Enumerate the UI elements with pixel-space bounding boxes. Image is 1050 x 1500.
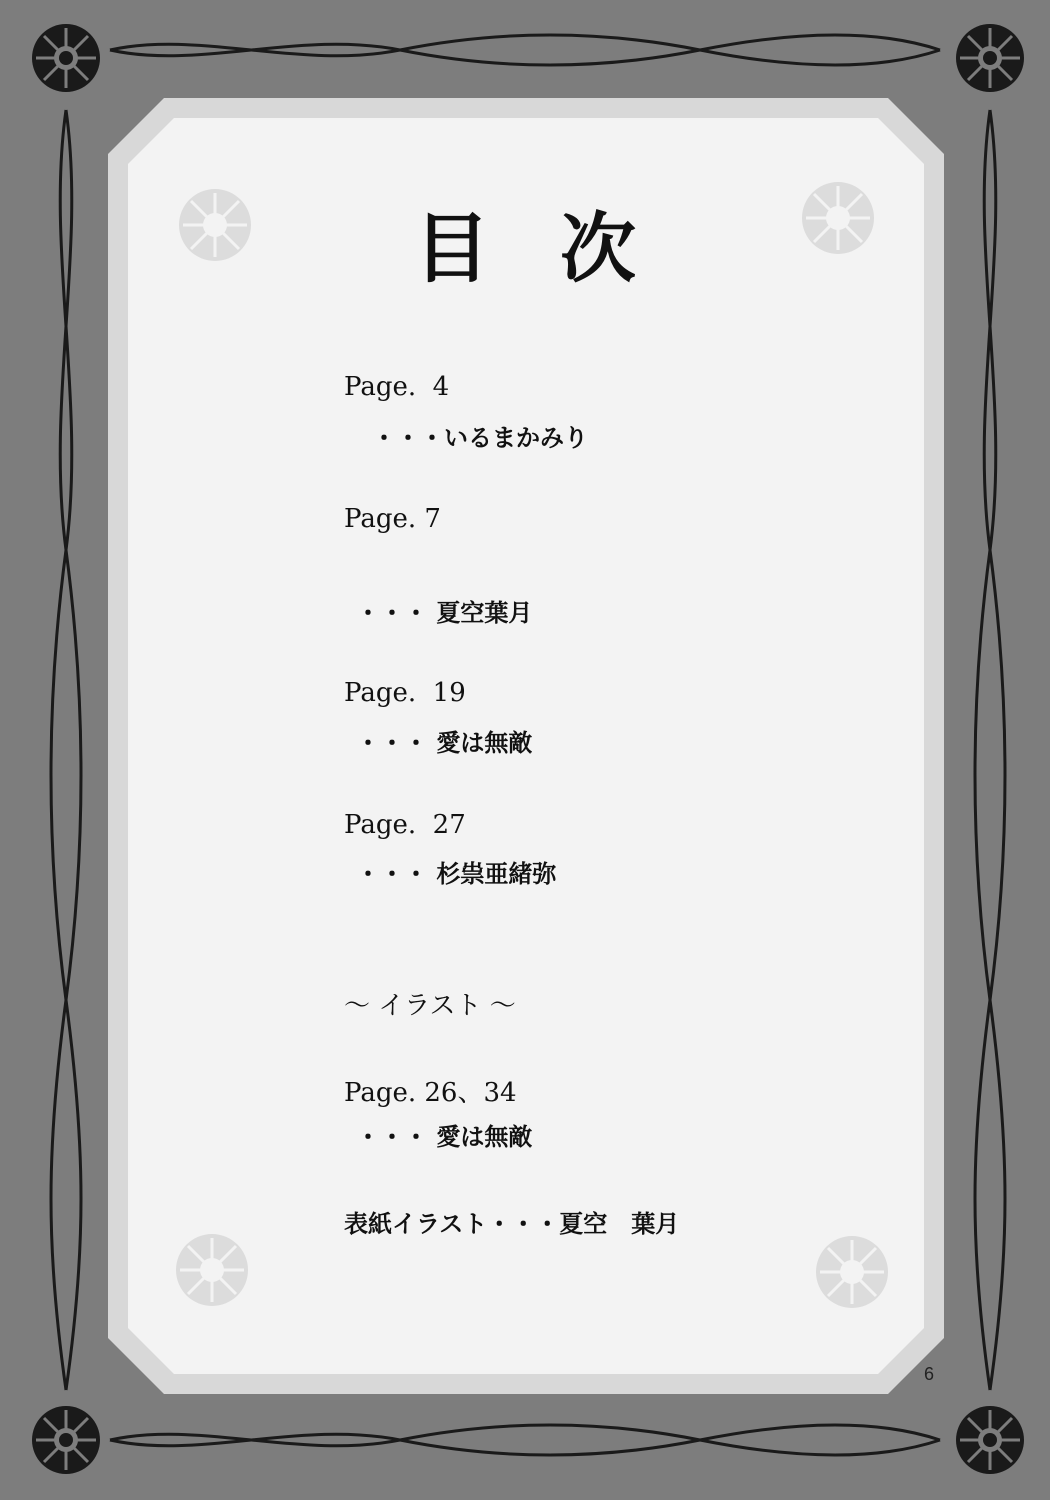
toc-entry-author: ・・・ 愛は無敵 bbox=[356, 1123, 533, 1151]
toc-entry-author: ・・・いるまかみり bbox=[372, 424, 588, 452]
toc-entry-page: Page. 27 bbox=[344, 810, 466, 840]
toc-entry-page: Page. 26、34 bbox=[344, 1078, 517, 1108]
cover-illustration-credit: 表紙イラスト・・・夏空 葉月 bbox=[344, 1210, 680, 1238]
toc-entry-page: Page. 4 bbox=[344, 372, 450, 402]
illustration-heading: ～ イラスト ～ bbox=[344, 991, 516, 1021]
ghost-rose-icon bbox=[176, 1234, 248, 1306]
ghost-rose-icon bbox=[816, 1236, 888, 1308]
page-title: 目次 bbox=[414, 204, 706, 293]
page-number: 6 bbox=[924, 1364, 935, 1384]
toc-entry-author: ・・・ 愛は無敵 bbox=[356, 729, 533, 757]
toc-entry-page: Page. 19 bbox=[344, 678, 466, 708]
toc-entry-author: ・・・ 杉祟亜緒弥 bbox=[356, 860, 557, 888]
toc-entry-page: Page. 7 bbox=[344, 504, 441, 534]
toc-entry-author: ・・・ 夏空葉月 bbox=[356, 599, 533, 627]
